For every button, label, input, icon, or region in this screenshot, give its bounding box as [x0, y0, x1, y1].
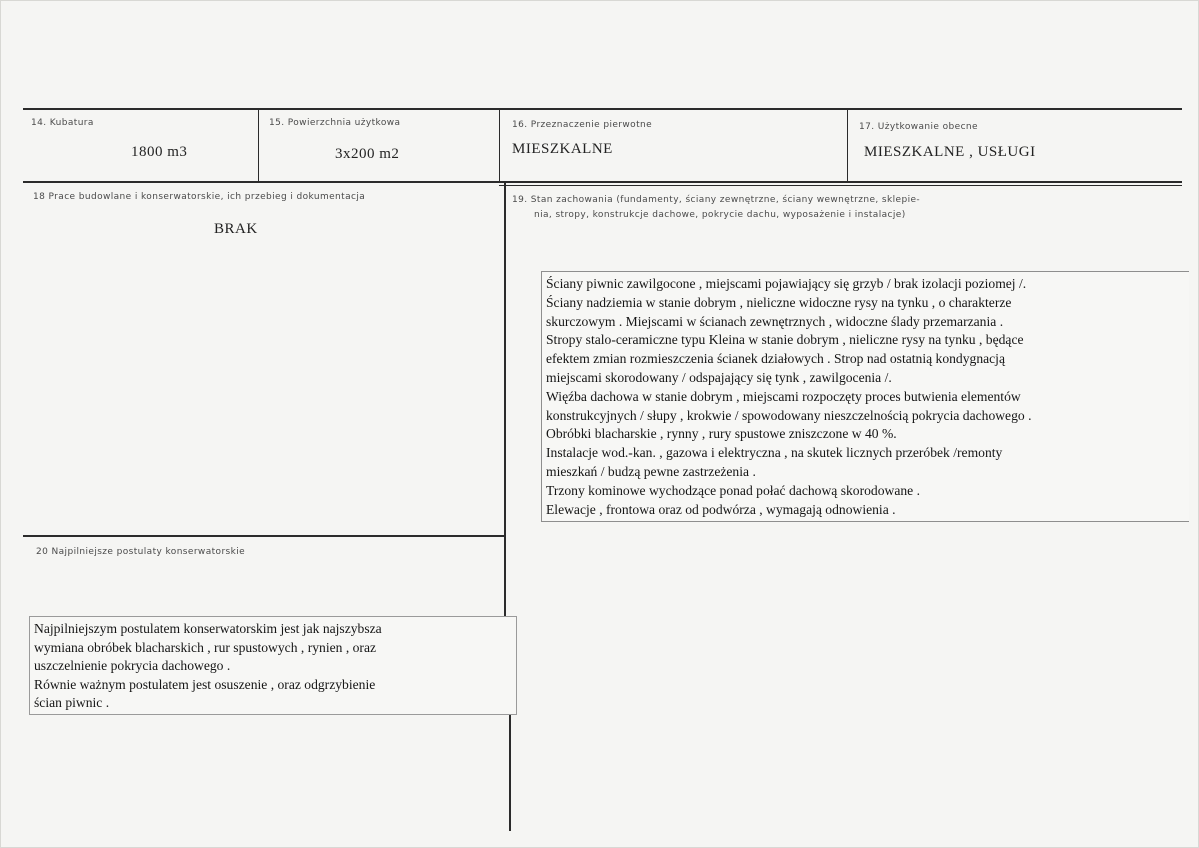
condition-line: efektem zmian rozmieszczenia ścianek działowych . Strop nad ostatnią kondygnacją [546, 351, 1005, 367]
field-16-value: MIESZKALNE [512, 141, 613, 157]
field-15-value: 3x200 m2 [335, 146, 400, 162]
postulate-line: wymiana obróbek blacharskich , rur spustowych , rynien , oraz [34, 639, 377, 655]
rule-v-15-16 [499, 110, 500, 181]
condition-line: konstrukcyjnych / słupy , krokwie / spowodowany nieszczelnością pokrycia dachowego . [546, 407, 1032, 423]
postulates-text-block [29, 616, 517, 715]
field-14-value: 1800 m3 [131, 144, 188, 160]
rule-left-mid [23, 535, 505, 537]
field-19-label-line-1: 19. Stan zachowania (fundamenty, ściany zewnętrzne, ściany wewnętrzne, sklepie- [512, 195, 921, 205]
condition-line: Stropy stalo-ceramiczne typu Kleina w stanie dobrym , nieliczne rysy na tynku , będące [546, 332, 1024, 348]
field-18-value: BRAK [214, 221, 258, 237]
field-18-label: 18 Prace budowlane i konserwatorskie, ich przebieg i dokumentacja [33, 192, 366, 202]
field-17-value: MIESZKALNE , USŁUGI [864, 144, 1036, 160]
condition-line: mieszkań / budzą pewne zastrzeżenia . [546, 463, 756, 479]
rule-right-mid [499, 185, 1182, 186]
rule-v-16-17 [847, 110, 848, 181]
field-16-label: 16. Przeznaczenie pierwotne [512, 120, 653, 130]
condition-line: Instalacje wod.-kan. , gazowa i elektryczna , na skutek licznych przeróbek /remonty [546, 445, 1003, 461]
condition-line: Obróbki blacharskie , rynny , rury spustowe zniszczone w 40 %. [546, 426, 897, 442]
rule-v-14-15 [258, 110, 259, 181]
condition-line: miejscami skorodowany / odspajający się tynk , zawilgocenia /. [546, 369, 892, 385]
condition-text-block [541, 271, 1189, 522]
field-17-label: 17. Użytkowanie obecne [859, 122, 978, 132]
postulate-line: ścian piwnic . [34, 695, 110, 711]
rule-row1-bottom [23, 181, 1182, 183]
condition-line: skurczowym . Miejscami w ścianach zewnętrznych , widoczne ślady przemarzania . [546, 313, 1004, 329]
field-15-label: 15. Powierzchnia użytkowa [269, 118, 401, 128]
condition-line: Ściany nadziemia w stanie dobrym , nieliczne widoczne rysy na tynku , o charakterze [546, 294, 1012, 310]
rule-v-main [504, 183, 506, 616]
condition-line: Trzony kominowe wychodzące ponad połać dachową skorodowane . [546, 482, 920, 498]
postulate-line: Najpilniejszym postulatem konserwatorskim jest jak najszybsza [34, 621, 382, 636]
rule-v-main-lower [509, 713, 511, 831]
field-20-label: 20 Najpilniejsze postulaty konserwatorskie [36, 547, 246, 557]
field-14-label: 14. Kubatura [31, 118, 94, 128]
postulate-line: Równie ważnym postulatem jest osuszenie , oraz odgrzybienie [34, 676, 376, 692]
condition-line: Elewacje , frontowa oraz od podwórza , wymagają odnowienia . [546, 501, 896, 517]
rule-top [23, 108, 1182, 110]
condition-line: Ściany piwnic zawilgocone , miejscami pojawiający się grzyb / brak izolacji poziomej /. [546, 276, 1027, 291]
postulate-line: uszczelnienie pokrycia dachowego . [34, 658, 231, 674]
condition-line: Więźba dachowa w stanie dobrym , miejscami rozpoczęty proces butwienia elementów [546, 388, 1021, 404]
field-19-label-line-2: nia, stropy, konstrukcje dachowe, pokrycie dachu, wyposażenie i instalacje) [534, 210, 906, 220]
